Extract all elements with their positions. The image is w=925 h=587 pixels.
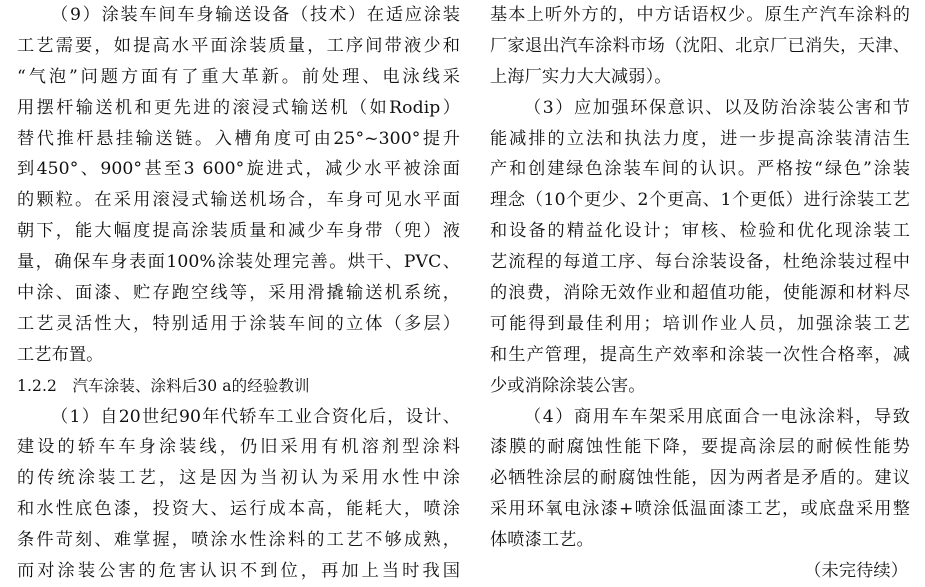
paragraph-line: 工艺布置。 [17,344,104,365]
left-column [17,0,460,587]
paragraph-line: 朝下，能大幅度提高涂装质量和减少车身带（兜）液 [17,221,460,242]
paragraph-line: 中涂、面漆、贮存跑空线等，采用滑撬输送机系统， [17,283,460,304]
paragraph-line: 替代推杆悬挂输送链。入槽角度可由25°~300°提升 [17,128,460,149]
paragraph-line: 用摆杆输送机和更先进的滚浸式输送机（如Rodip） [17,97,460,118]
paragraph-line: （4）商用车车架采用底面合一电泳涂料，导致 [524,406,910,427]
paragraph-line: 和水性底色漆，投资大、运行成本高，能耗大，喷涂 [17,499,460,520]
paragraph-line: 厂家退出汽车涂料市场（沈阳、北京厂已消失，天津、 [490,35,910,56]
paragraph-line: （3）应加强环保意识、以及防治涂装公害和节 [524,97,910,118]
paragraph-line: 到450°、900°甚至3 600°旋进式，减少水平被涂面 [17,159,460,180]
paragraph-line: 的传统涂装工艺，这是因为当初认为采用水性中涂 [17,468,460,489]
paragraph-line: 工艺灵活性大，特别适用于涂装车间的立体（多层） [17,313,460,334]
section-heading: 1.2.2 汽车涂装、涂料后30 a的经验教训 [17,376,310,395]
paragraph-line: 理念（10个更少、2个更高、1个更低）进行涂装工艺 [490,190,910,211]
paragraph-line: 体喷漆工艺。 [490,530,594,551]
paragraph-line: 上海厂实力大大减弱）。 [490,66,672,87]
paragraph-line: 基本上听外方的，中方话语权少。原生产汽车涂料的 [490,5,910,25]
paragraph-line: 少或消除涂装公害。 [490,375,646,396]
paragraph-line: 能减排的立法和执法力度，进一步提高涂装清洁生 [490,128,910,149]
paragraph-line: 而对涂装公害的危害认识不到位，再加上当时我国 [17,561,460,582]
to-be-continued-note: （未完待续） [804,561,908,582]
paragraph-line: 的颗粒。在采用滚浸式输送机场合，车身可见水平面 [17,190,460,211]
paragraph-line: （9）涂装车间车身输送设备（技术）在适应涂装 [51,5,460,25]
paragraph-line: 条件苛刻、难掌握，喷涂水性涂料的工艺不够成熟， [17,530,460,551]
paragraph-line: 和生产管理，提高生产效率和涂装一次性合格率，减 [490,344,910,365]
paragraph-line: 的浪费，消除无效作业和超值功能，使能源和材料尽 [490,283,910,304]
paragraph-line: 量，确保车身表面100%涂装处理完善。烘干、PVC、 [17,252,460,273]
paragraph-line: 建设的轿车车身涂装线，仍旧采用有机溶剂型涂料 [17,437,460,458]
paragraph-line: 必牺牲涂层的耐腐蚀性能，因为两者是矛盾的。建议 [490,468,910,489]
paragraph-line: 工艺需要，如提高水平面涂装质量，工序间带液少和 [17,35,460,56]
paragraph-line: （1）自20世纪90年代轿车工业合资化后，设计、 [51,406,460,427]
paragraph-line: 产和创建绿色涂装车间的认识。严格按“绿色”涂装 [490,159,910,180]
paragraph-line: 艺流程的每道工序、每台涂装设备，杜绝涂装过程中 [490,252,910,273]
paragraph-line: 和设备的精益化设计；审核、检验和优化现涂装工 [490,221,910,242]
paragraph-line: “气泡”问题方面有了重大革新。前处理、电泳线采 [17,66,460,87]
paragraph-line: 采用环氧电泳漆+喷涂低温面漆工艺，或底盘采用整 [490,499,910,520]
paragraph-line: 可能得到最佳利用；培训作业人员，加强涂装工艺 [490,313,910,334]
paragraph-line: 漆膜的耐腐蚀性能下降，要提高涂层的耐候性能势 [490,437,910,458]
right-column [490,0,910,587]
